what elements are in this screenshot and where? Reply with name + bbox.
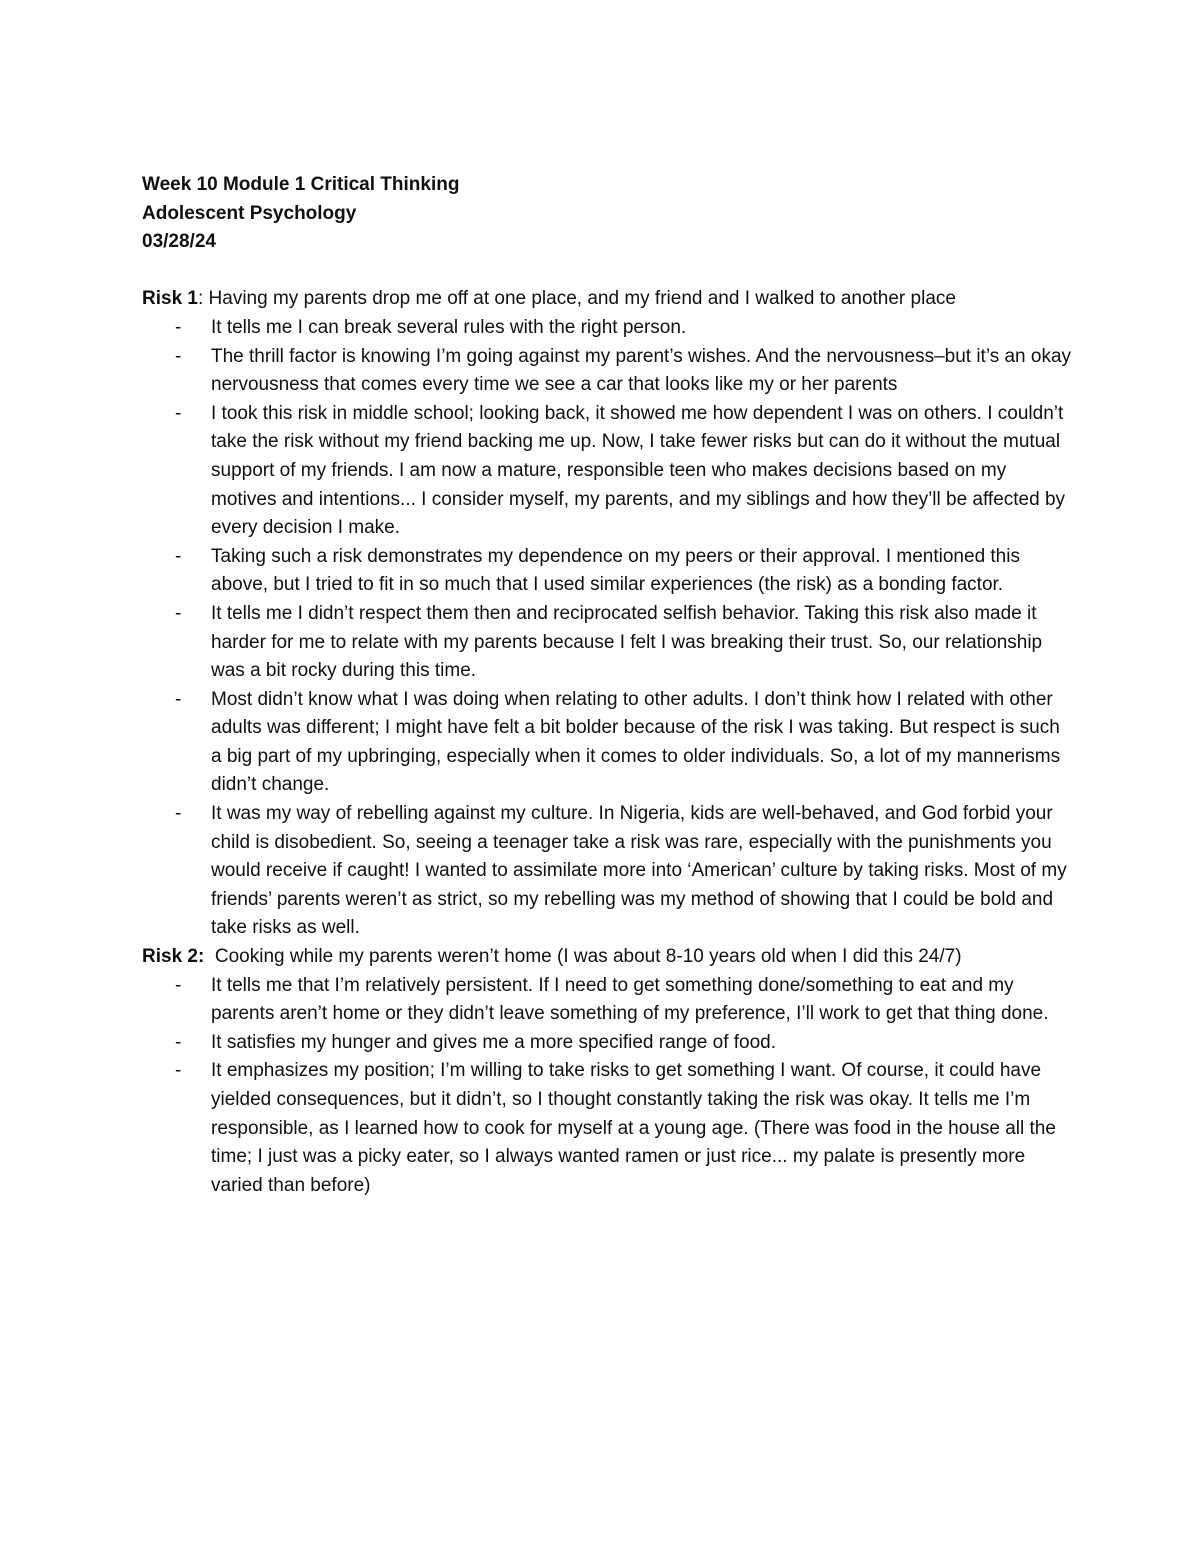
bullet-dash: -	[175, 402, 182, 424]
risk-heading	[142, 285, 1072, 314]
risk-heading	[142, 943, 1072, 972]
list-item-text: It tells me I didn’t respect them then and reciprocated selfish behavior. Taking this risk also made it harder for me to relate with my parents because I felt I was breaking their trust. So, our relationship was a bit rocky during this time.	[211, 602, 1043, 682]
list-item	[142, 400, 1072, 543]
document-page	[142, 171, 1072, 1200]
list-item-text: It satisfies my hunger and gives me a more specified range of food.	[211, 1031, 777, 1053]
risk-separator: :	[197, 288, 204, 310]
bullet-dash: -	[175, 602, 182, 624]
blank-line	[142, 257, 1072, 286]
bullet-dash: -	[175, 1031, 182, 1053]
risk-label: Risk 2:	[142, 946, 205, 968]
risk-section-1	[142, 285, 1072, 943]
list-item-text: I took this risk in middle school; looking back, it showed me how dependent I was on others. I couldn’t take the risk without my friend backing me up. Now, I take fewer risks but can do it without the mutual support of my friends. I am now a mature, responsible teen who makes decisions based on my motives and intentions... I consider myself, my parents, and my siblings and how they’ll be affected by every decision I make.	[211, 402, 1066, 539]
list-item	[142, 543, 1072, 600]
course-name: Adolescent Psychology	[142, 202, 357, 224]
list-item	[142, 1057, 1072, 1200]
bullet-dash: -	[175, 803, 182, 825]
list-item	[142, 600, 1072, 686]
list-item	[142, 343, 1072, 400]
list-item	[142, 314, 1072, 343]
bullet-dash: -	[175, 316, 182, 338]
document-date: 03/28/24	[142, 231, 216, 253]
risk-section-2	[142, 943, 1072, 1200]
bullet-dash: -	[175, 974, 182, 996]
list-item-text: It emphasizes my position; I’m willing to take risks to get something I want. Of course, it could have yielded consequences, but it didn’t, so I thought constantly taking the risk was okay. It tells me I’m responsible, as I learned how to cook for myself at a young age. (There was food in the house all the time; I just was a picky eater, so I always wanted ramen or just rice... my palate is presently more varied than before)	[211, 1060, 1056, 1196]
risk-label: Risk 1	[142, 288, 198, 310]
risk-bullet-list	[142, 972, 1072, 1201]
list-item-text: Most didn’t know what I was doing when relating to other adults. I don’t think how I related with other adults was different; I might have felt a bit bolder because of the risk I was taking. But respect is such a big part of my upbringing, especially when it comes to older individuals. So, a lot of my mannerisms didn’t change.	[211, 688, 1061, 796]
bullet-dash: -	[175, 545, 182, 567]
risk-bullet-list	[142, 314, 1072, 943]
list-item	[142, 1029, 1072, 1058]
list-item	[142, 686, 1072, 800]
list-item-text: It was my way of rebelling against my culture. In Nigeria, kids are well-behaved, and God forbid your child is disobedient. So, seeing a teenager take a risk was rare, especially with the punishments you would receive if caught! I wanted to assimilate more into ‘American’ culture by taking risks. Most of my friends’ parents weren’t as strict, so my rebelling was my method of showing that I could be bold and take risks as well.	[211, 803, 1067, 939]
list-item	[142, 800, 1072, 943]
bullet-dash: -	[175, 688, 182, 710]
list-item-text: The thrill factor is knowing I’m going against my parent’s wishes. And the nervousness–but it’s an okay nervousness that comes every time we see a car that looks like my or her parents	[211, 345, 1072, 396]
document-title: Week 10 Module 1 Critical Thinking	[142, 174, 460, 195]
bullet-dash: -	[175, 1060, 182, 1082]
risk-description: Cooking while my parents weren’t home (I was about 8-10 years old when I did this 24/7)	[204, 946, 962, 968]
list-item-text: It tells me I can break several rules with the right person.	[211, 316, 687, 338]
list-item	[142, 972, 1072, 1029]
list-item-text: Taking such a risk demonstrates my dependence on my peers or their approval. I mentioned this above, but I tried to fit in so much that I used similar experiences (the risk) as a bonding factor.	[211, 545, 1020, 596]
list-item-text: It tells me that I’m relatively persistent. If I need to get something done/something to eat and my parents aren’t home or they didn’t leave something of my preference, I’ll work to get that thing done.	[211, 974, 1049, 1025]
risk-description: Having my parents drop me off at one place, and my friend and I walked to another place	[203, 288, 956, 310]
bullet-dash: -	[175, 345, 182, 367]
